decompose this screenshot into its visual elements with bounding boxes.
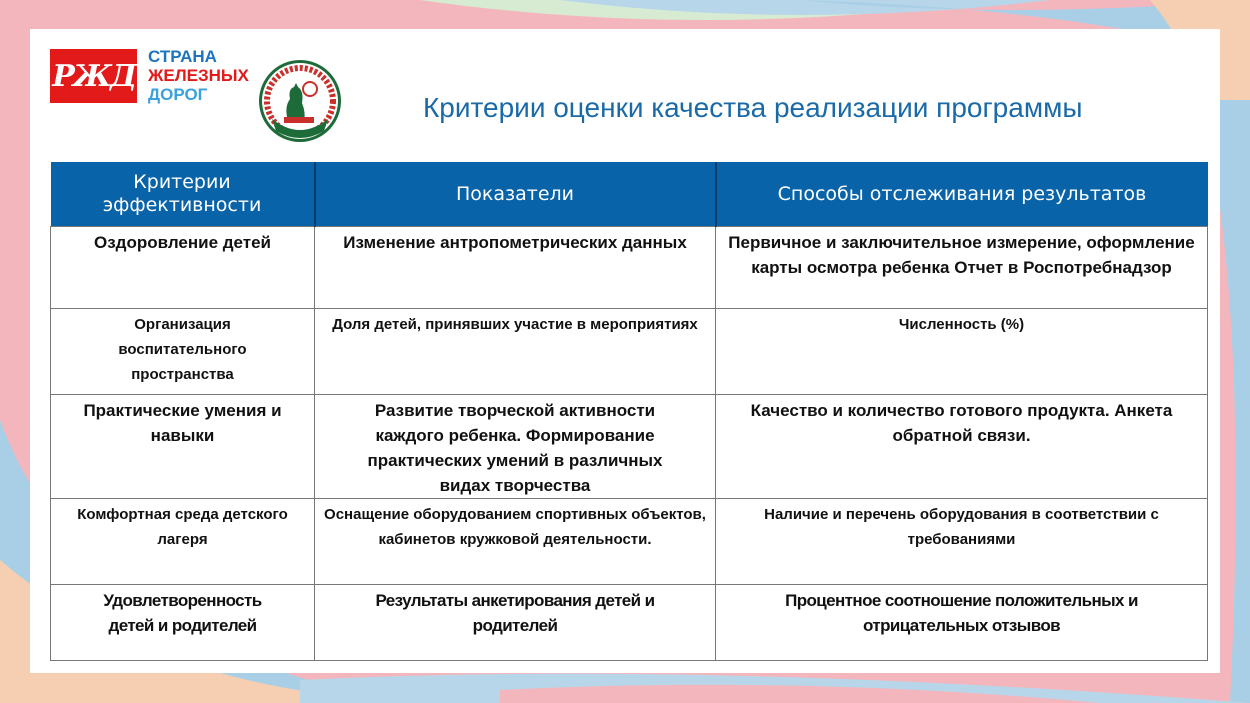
cell-indicator: Изменение антропометрических данных bbox=[315, 227, 716, 309]
tagline-line-3: ДОРОГ bbox=[148, 85, 208, 104]
cell-indicator: Доля детей, принявших участие в мероприятиях bbox=[315, 309, 716, 395]
tagline-line-1: СТРАНА bbox=[148, 47, 217, 66]
column-header-indicators: Показатели bbox=[315, 162, 716, 227]
table-header-row bbox=[51, 162, 1208, 227]
cell-criterion: Практические умения и навыки bbox=[51, 395, 315, 499]
table-row bbox=[51, 499, 1208, 585]
cell-indicator: Результаты анкетирования детей и родителей bbox=[315, 585, 716, 661]
cell-method: Первичное и заключительное измерение, оформление карты осмотра ребенка Отчет в Роспотребнадзор bbox=[716, 227, 1208, 309]
table-row bbox=[51, 395, 1208, 499]
rzd-logo-text: РЖД bbox=[52, 58, 135, 94]
cell-criterion: Оздоровление детей bbox=[51, 227, 315, 309]
cell-criterion: Удовлетворенность детей и родителей bbox=[51, 585, 315, 661]
cell-criterion: Организация воспитательного пространства bbox=[51, 309, 315, 395]
cell-method: Процентное соотношение положительных и отрицательных отзывов bbox=[716, 585, 1208, 661]
column-header-criteria: Критерии эффективности bbox=[51, 162, 315, 227]
cell-method: Численность (%) bbox=[716, 309, 1208, 395]
page-title: Критерии оценки качества реализации программы bbox=[423, 92, 1083, 123]
criteria-table bbox=[50, 162, 1208, 661]
table-row bbox=[51, 227, 1208, 309]
slide bbox=[30, 29, 1220, 673]
cell-method: Наличие и перечень оборудования в соответствии с требованиями bbox=[716, 499, 1208, 585]
cell-method: Качество и количество готового продукта. Анкета обратной связи. bbox=[716, 395, 1208, 499]
table-row bbox=[51, 309, 1208, 395]
cell-indicator: Оснащение оборудованием спортивных объектов, кабинетов кружковой деятельности. bbox=[315, 499, 716, 585]
cell-criterion: Комфортная среда детского лагеря bbox=[51, 499, 315, 585]
brand-tagline bbox=[148, 47, 249, 104]
table-row bbox=[51, 585, 1208, 661]
rzd-logo bbox=[50, 49, 137, 103]
column-header-methods: Способы отслеживания результатов bbox=[716, 162, 1208, 227]
camp-emblem-icon bbox=[258, 59, 342, 143]
tagline-line-2: ЖЕЛЕЗНЫХ bbox=[148, 66, 249, 85]
cell-indicator: Развитие творческой активности каждого ребенка. Формирование практических умений в различных видах творчества bbox=[315, 395, 716, 499]
